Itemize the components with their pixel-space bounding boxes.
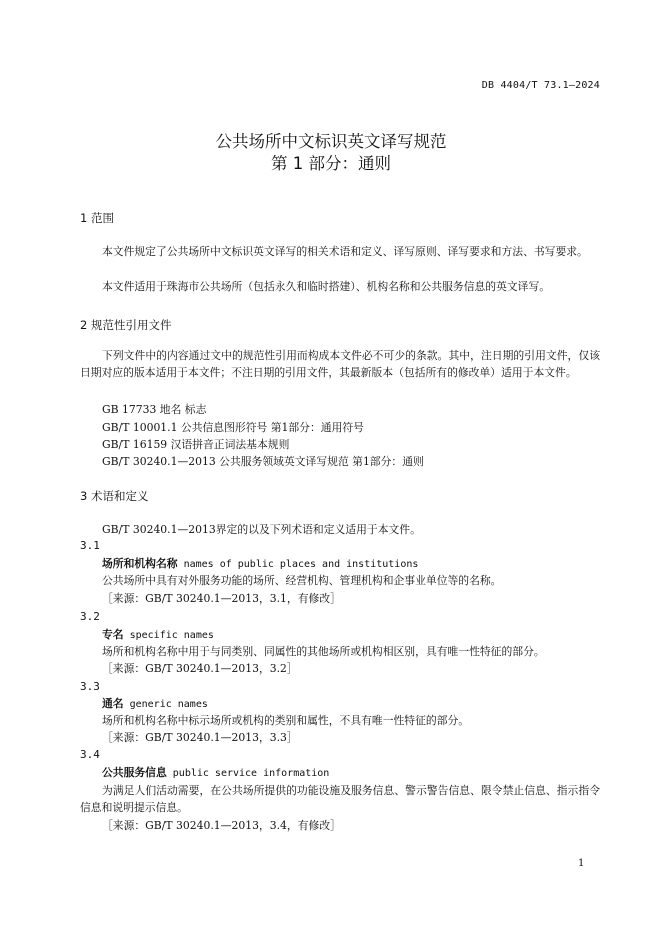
reference-item: GB/T 10001.1 公共信息图形符号 第1部分：通用符号: [102, 421, 364, 434]
term-definition: 为满足人们活动需要，在公共场所提供的功能设施及服务信息、警示警告信息、限令禁止信息、指示指令信息和说明提示信息。: [80, 784, 600, 814]
term-number: 3.4: [80, 748, 100, 761]
term-definition: 场所和机构名称中用于与同类别、同属性的其他场所或机构相区别，具有唯一性特征的部分。: [102, 645, 545, 658]
term-number: 3.2: [80, 610, 100, 623]
term-definition: 公共场所中具有对外服务功能的场所、经营机构、管理机构和企事业单位等的名称。: [102, 574, 502, 587]
reference-item: GB 17733 地名 标志: [102, 403, 207, 416]
scope-paragraph-2: 本文件适用于珠海市公共场所（包括永久和临时搭建）、机构名称和公共服务信息的英文译写。: [102, 280, 551, 293]
page-subtitle: 第 1 部分：通则: [271, 154, 391, 173]
term-source: ［来源：GB/T 30240.1—2013，3.3］: [102, 731, 298, 744]
reference-item: GB/T 16159 汉语拼音正词法基本规则: [102, 438, 290, 451]
term-source: ［来源：GB/T 30240.1—2013，3.4，有修改］: [102, 819, 341, 832]
term-number: 3.1: [80, 539, 100, 552]
document-number: DB 4404/T 73.1—2024: [481, 80, 600, 91]
term-source: ［来源：GB/T 30240.1—2013，3.1，有修改］: [102, 592, 341, 605]
page-title: 公共场所中文标识英文译写规范: [215, 132, 447, 151]
term-title: 通名 generic names: [102, 697, 208, 710]
section-heading-terms: 3 术语和定义: [80, 489, 149, 503]
section-heading-normative-references: 2 规范性引用文件: [80, 318, 172, 332]
page-number: 1: [578, 858, 585, 869]
term-number: 3.3: [80, 680, 100, 693]
terms-intro: GB/T 30240.1—2013界定的以及下列术语和定义适用于本文件。: [102, 523, 421, 536]
reference-item: GB/T 30240.1—2013 公共服务领域英文译写规范 第1部分：通则: [102, 455, 424, 468]
term-source: ［来源：GB/T 30240.1—2013，3.2］: [102, 662, 298, 675]
term-title: 专名 specific names: [102, 628, 214, 641]
term-definition: 场所和机构名称中标示场所或机构的类别和属性，不具有唯一性特征的部分。: [102, 714, 470, 727]
scope-paragraph-1: 本文件规定了公共场所中文标识英文译写的相关术语和定义、译写原则、译写要求和方法、书写要求。: [102, 245, 588, 258]
section-heading-scope: 1 范围: [80, 211, 114, 225]
term-title: 公共服务信息 public service information: [102, 766, 330, 779]
term-title: 场所和机构名称 names of public places and institutions: [102, 557, 419, 570]
references-paragraph: 下列文件中的内容通过文中的规范性引用而构成本文件必不可少的条款。其中，注日期的引用文件，仅该日期对应的版本适用于本文件；不注日期的引用文件，其最新版本（包括所有的修改单）适用于本文件。: [80, 349, 600, 379]
